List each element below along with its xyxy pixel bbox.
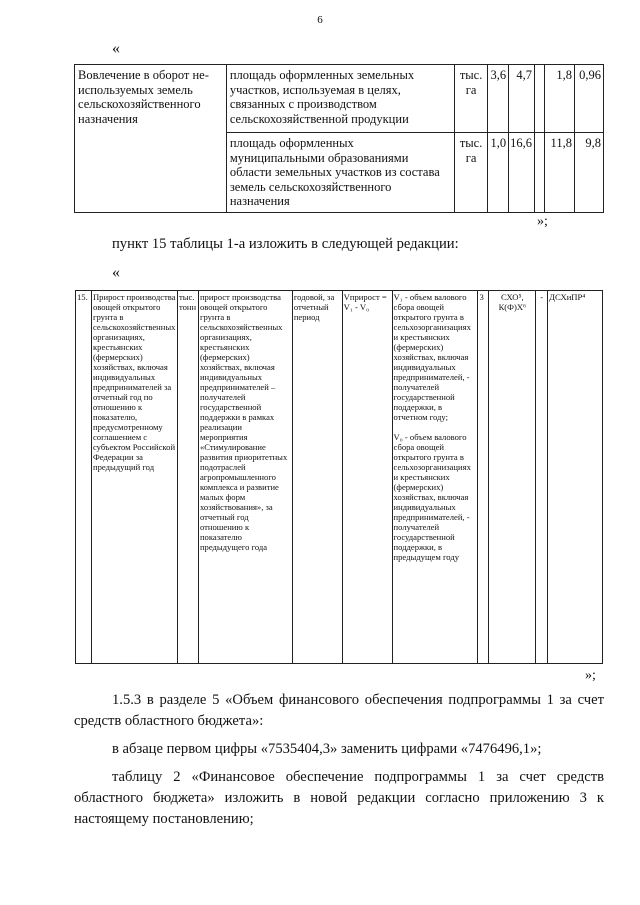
unit-cell: тыс. га <box>455 65 488 133</box>
close-quote: »; <box>585 668 596 683</box>
indicator-cell: площадь оформленных муниципальными образованиями области земельных участков из состава земель сельскохозяйственного назначения <box>226 133 454 213</box>
value-cell <box>535 65 545 133</box>
table-row <box>76 291 603 664</box>
variables-cell <box>392 291 478 664</box>
open-quote: « <box>112 264 120 281</box>
unit-cell: тыс. тонн <box>177 291 198 664</box>
paragraph-section-5: 1.5.3 в разделе 5 «Объем финансового обеспечения подпрограммы 1 за счет средств областного бюджета»: <box>74 692 604 729</box>
value-cell: 1,8 <box>545 65 575 133</box>
goal-name-cell: Вовлечение в оборот не-используемых земель сельскохозяйственного назначения <box>75 65 227 213</box>
table-row <box>75 65 604 133</box>
value-cell: 11,8 <box>545 133 575 213</box>
value-cell: 0,96 <box>574 65 603 133</box>
value-cell <box>535 133 545 213</box>
indicator-table-fragment <box>75 290 603 664</box>
close-quote: »; <box>537 214 548 229</box>
variable-v1-definition: V₁ - объем валового сбора овощей открытого грунта в сельхозорганизациях и крестьянских (фермерских) хозяйствах, включая индивидуальных предпринимателей, - получателей государственной поддержки, в отчетном году; <box>393 292 471 422</box>
value-cell: 4,7 <box>509 65 535 133</box>
formula-cell: Vприрост = V₁ - V₀ <box>342 291 392 664</box>
paragraph-figures: в абзаце первом цифры «7535404,3» заменить цифрами «7476496,1»; <box>112 741 542 757</box>
code-cell: 3 <box>478 291 489 664</box>
goals-table-fragment <box>74 64 604 213</box>
value-cell: 9,8 <box>574 133 603 213</box>
variable-v0-definition: V₀ - объем валового сбора овощей открытого грунта в сельхозорганизациях и крестьянских (фермерских) хозяйствах, включая индивидуальных предпринимателей, - получателей государственной поддержки, в предыдущем году <box>393 432 471 562</box>
paragraph-table-2: таблицу 2 «Финансовое обеспечение подпрограммы 1 за счет средств областного бюджета» изложить в новой редакции согласно приложению 3 к настоящему постановлению; <box>74 769 604 827</box>
row-number-cell: 15. <box>76 291 92 664</box>
intro-line: пункт 15 таблицы 1-а изложить в следующей редакции: <box>112 236 459 252</box>
indicator-name-cell: Прирост производства овощей открытого грунта в сельскохозяйственных организациях, крестьянских (фермерских) хозяйствах, включая индивидуальных предпринимателей за отчетный год по отношению к показателю, предусмотренному соглашением с субъектом Российской Федерации за предыдущий год <box>91 291 177 664</box>
source-cell: СХО⁵, К(Ф)Х⁶ <box>489 291 536 664</box>
value-cell: 16,6 <box>509 133 535 213</box>
value-cell: 3,6 <box>488 65 509 133</box>
responsible-cell: ДСХиПР⁴ <box>548 291 603 664</box>
period-cell: годовой, за отчетный период <box>292 291 342 664</box>
dash-cell: - <box>536 291 548 664</box>
unit-cell: тыс. га <box>455 133 488 213</box>
page-number: 6 <box>317 14 323 26</box>
value-cell: 1,0 <box>488 133 509 213</box>
open-quote: « <box>112 40 120 57</box>
indicator-cell: площадь оформленных земельных участков, используемая в целях, связанных с производством сельскохозяйственной продукции <box>226 65 454 133</box>
indicator-definition-cell: прирост производства овощей открытого грунта в сельскохозяйственных организациях, крестьянских (фермерских) хозяйствах, включая индивидуальных предпринимателей – получателей государственной поддержки в рамках реализации мероприятия «Стимулирование развития приоритетных подотраслей агропромышленного комплекса и развитие малых форм хозяйствования», за отчетный год отношению к показателю предыдущего года <box>198 291 292 664</box>
